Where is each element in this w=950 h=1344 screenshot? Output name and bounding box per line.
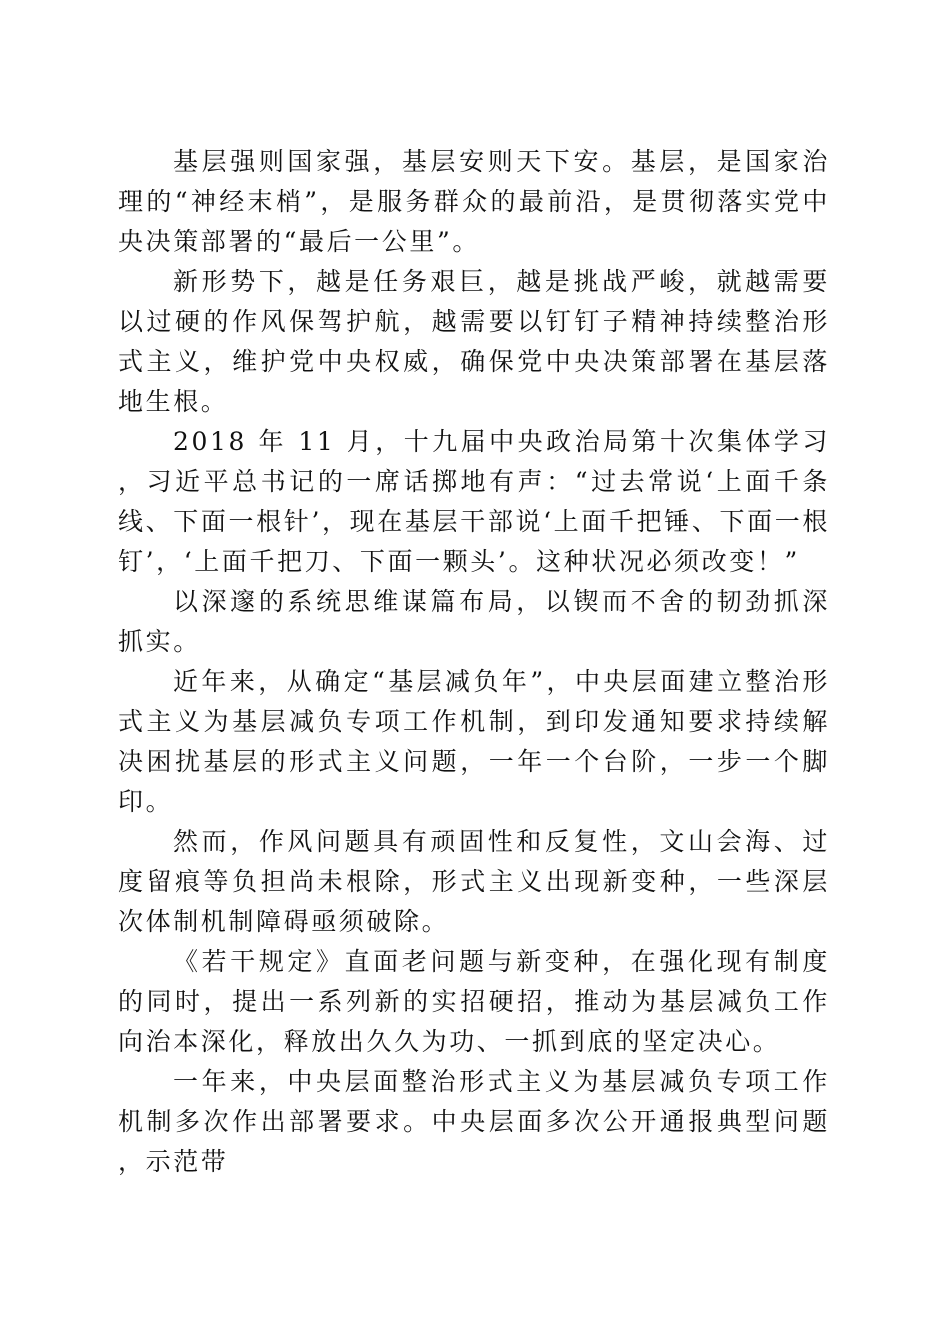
document-body: [118, 142, 830, 1182]
paragraph-7: 《若干规定》直面老问题与新变种，在强化现有制度的同时，提出一系列新的实招硬招，推动为基层减负工作向治本深化，释放出久久为功、一抓到底的坚定决心。: [118, 947, 830, 1056]
paragraph-3: 2018 年 11 月，十九届中央政治局第十次集体学习，习近平总书记的一席话掷地有声：“过去常说‘上面千条线、下面一根针’，现在基层干部说‘上面千把锤、下面一根钉’，‘上面千把刀、下面一颗头’。这种状况必须改变！”: [118, 427, 830, 576]
paragraph-5: 近年来，从确定“基层减负年”，中央层面建立整治形式主义为基层减负专项工作机制，到印发通知要求持续解决困扰基层的形式主义问题，一年一个台阶，一步一个脚印。: [118, 667, 830, 816]
paragraph-6: 然而，作风问题具有顽固性和反复性，文山会海、过度留痕等负担尚未根除，形式主义出现新变种，一些深层次体制机制障碍亟须破除。: [118, 827, 830, 936]
paragraph-4: 以深邃的系统思维谋篇布局，以锲而不舍的韧劲抓深抓实。: [118, 587, 830, 656]
paragraph-8: 一年来，中央层面整治形式主义为基层减负专项工作机制多次作出部署要求。中央层面多次公开通报典型问题，示范带: [118, 1067, 830, 1176]
paragraph-2: 新形势下，越是任务艰巨，越是挑战严峻，就越需要以过硬的作风保驾护航，越需要以钉钉子精神持续整治形式主义，维护党中央权威，确保党中央决策部署在基层落地生根。: [118, 267, 830, 416]
paragraph-1: 基层强则国家强，基层安则天下安。基层，是国家治理的“神经末梢”，是服务群众的最前沿，是贯彻落实党中央决策部署的“最后一公里”。: [118, 147, 830, 256]
